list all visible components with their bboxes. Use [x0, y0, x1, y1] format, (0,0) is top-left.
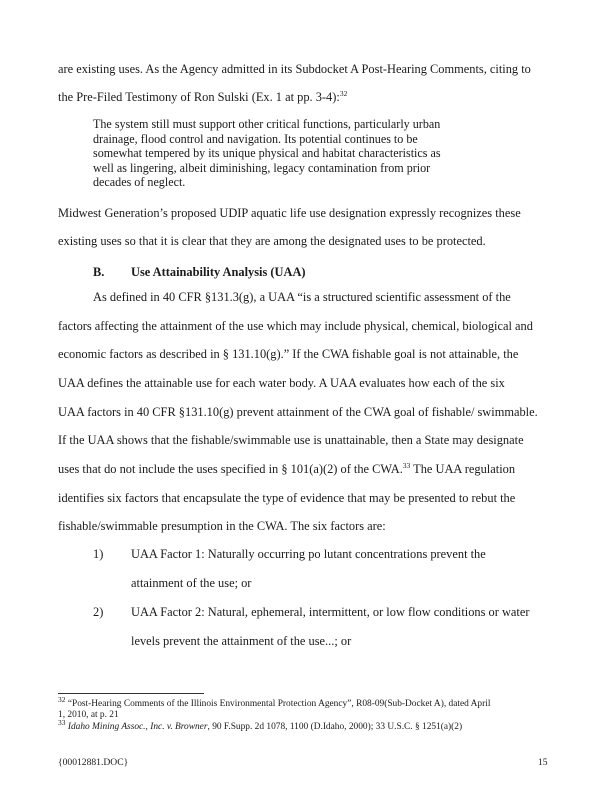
para-line-2: factors affecting the attainment of the use which may include physical, chemical, biological and	[58, 319, 533, 333]
para-line-5: UAA factors in 40 CFR §131.10(g) prevent attainment of the CWA goal of fishable/ swimmable.	[58, 405, 538, 419]
para-line-3: economic factors as described in § 131.10(g).” If the CWA fishable goal is not attainable, the	[58, 347, 519, 361]
list-item-line: attainment of the use; or	[131, 576, 252, 590]
footnote-ref-33: 33	[402, 460, 411, 470]
para-line-4: UAA defines the attainable use for each water body. A UAA evaluates how each of the six	[58, 376, 505, 390]
para-line-7	[58, 462, 515, 477]
list-item-line: UAA Factor 2: Natural, ephemeral, intermittent, or low flow conditions or water	[131, 605, 530, 619]
block-quote	[93, 117, 463, 190]
case-name: Idaho Mining Assoc., Inc. v. Browner	[65, 722, 208, 732]
section-heading-number: B.	[93, 265, 105, 279]
para-line-9: fishable/swimmable presumption in the CWA. The six factors are:	[58, 519, 386, 533]
footnote-33	[58, 717, 463, 733]
para-line-7-text: uses that do not include the uses specified in § 101(a)(2) of the CWA.	[58, 462, 403, 476]
document-id: {00012881.DOC}	[58, 757, 129, 768]
footnote-number: 32	[58, 694, 66, 704]
body-line-2-text: the Pre-Filed Testimony of Ron Sulski (Ex. 1 at pp. 3-4):	[58, 90, 340, 104]
footnote-divider	[58, 693, 204, 694]
body-line-3: Midwest Generation’s proposed UDIP aquatic life use designation expressly recognizes these	[58, 206, 521, 220]
page-number: 15	[538, 757, 548, 768]
list-item-line: UAA Factor 1: Naturally occurring po lutant concentrations prevent the	[131, 547, 486, 561]
quote-line: well as lingering, albeit diminishing, legacy contamination from prior	[93, 160, 431, 175]
para-line-8: identifies six factors that encapsulate the type of evidence that may be presented to rebut the	[58, 491, 516, 505]
para-line-7-tail: The UAA regulation	[410, 462, 516, 476]
para-line-6: If the UAA shows that the fishable/swimmable use is unattainable, then a State may designate	[58, 433, 524, 447]
list-item-number: 1)	[93, 547, 104, 561]
body-line-2	[58, 90, 347, 105]
quote-line: drainage, flood control and navigation. Its potential continues to be	[93, 131, 418, 146]
footnote-32	[58, 694, 491, 710]
quote-line: somewhat tempered by its unique physical and habitat characteristics as	[93, 146, 441, 161]
list-item-number: 2)	[93, 605, 104, 619]
list-item-line: levels prevent the attainment of the use...; or	[131, 634, 352, 648]
body-line-4: existing uses so that it is clear that they are among the designated uses to be protected.	[58, 234, 486, 248]
footnote-number: 33	[58, 717, 66, 727]
footnote-32-continued: 1, 2010, at p. 21	[58, 710, 119, 720]
section-heading-title: Use Attainability Analysis (UAA)	[131, 265, 306, 279]
footnote-text: , 90 F.Supp. 2d 1078, 1100 (D.Idaho, 2000); 33 U.S.C. § 1251(a)(2)	[207, 722, 463, 732]
body-line-1: are existing uses. As the Agency admitted in its Subdocket A Post-Hearing Comments, citing to	[58, 62, 531, 76]
quote-line: decades of neglect.	[93, 175, 186, 190]
footnote-ref-32: 32	[339, 88, 348, 98]
quote-line: The system still must support other critical functions, particularly urban	[93, 117, 441, 131]
para-line-1: As defined in 40 CFR §131.3(g), a UAA “is a structured scientific assessment of the	[93, 290, 511, 304]
footnote-text: “Post-Hearing Comments of the Illinois Environmental Protection Agency”, R08-09(Sub-Docket A), dated April	[65, 699, 491, 709]
